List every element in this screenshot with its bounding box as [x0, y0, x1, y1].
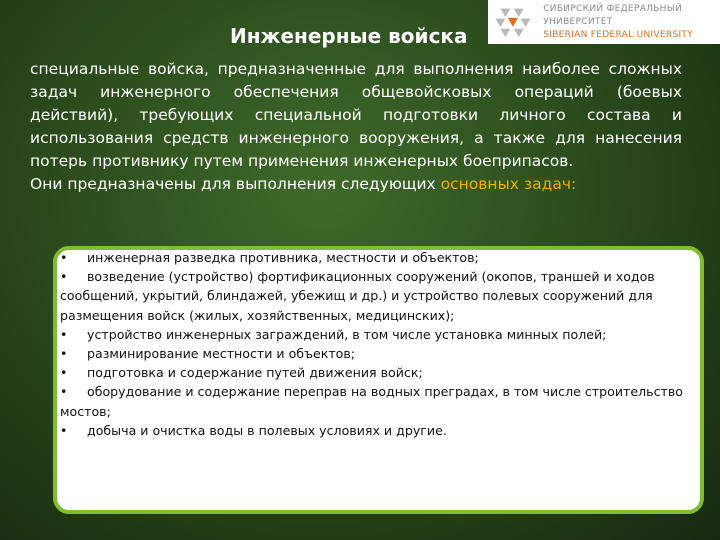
task-text: возведение (устройство) фортификационных сооружений (окопов, траншей и ходов сообщений, укрытий, блиндажей, убежищ и др.) и устройство полевых сооружений для размещения войск (жилых, хозяйственных, медицинских); — [60, 269, 655, 323]
bullet-icon: • — [60, 269, 68, 285]
logo-text — [543, 3, 720, 42]
bullet-icon: • — [60, 346, 68, 362]
purpose-prefix: Они предназначены для выполнения следующих — [30, 175, 441, 193]
bullet-icon: • — [60, 384, 68, 400]
bullet-icon: • — [60, 250, 68, 265]
task-text: подготовка и содержание путей движения войск; — [87, 365, 423, 381]
bullet-icon: • — [60, 365, 68, 381]
list-item — [60, 421, 696, 440]
list-item — [60, 325, 696, 344]
task-text: добыча и очистка воды в полевых условиях и другие. — [87, 422, 447, 438]
university-emblem-icon — [492, 0, 537, 44]
task-text: устройство инженерных заграждений, в том числе установка минных полей; — [87, 326, 607, 342]
bullet-icon: • — [60, 326, 68, 342]
list-item — [60, 267, 696, 325]
intro-paragraph — [30, 58, 682, 196]
bullet-icon: • — [60, 422, 68, 438]
definition-text: специальные войска, предназначенные для выполнения наиболее сложных задач инженерного обеспечения общевойсковых операций (боевых действий), требующих специальной подготовки личного состава и использования средств инженерного вооружения, а также для нанесения потерь противнику путем применения инженерных боеприпасов. — [30, 60, 682, 170]
list-item — [60, 248, 696, 267]
list-item — [60, 382, 696, 420]
list-item — [60, 363, 696, 382]
task-text: разминирование местности и объектов; — [87, 346, 356, 362]
logo-line-ru: СИБИРСКИЙ ФЕДЕРАЛЬНЫЙ УНИВЕРСИТЕТ — [543, 3, 682, 27]
list-item — [60, 344, 696, 363]
task-text: оборудование и содержание переправ на водных преградах, в том числе строительство мостов; — [60, 384, 683, 419]
university-logo — [488, 0, 720, 44]
task-text: инженерная разведка противника, местности и объектов; — [87, 250, 479, 265]
logo-line-en: SIBERIAN FEDERAL UNIVERSITY — [543, 29, 694, 40]
slide-title: Инженерные войска — [230, 24, 468, 48]
purpose-highlight: основных задач: — [440, 175, 577, 193]
purpose-line — [30, 173, 682, 196]
tasks-list — [60, 248, 696, 440]
